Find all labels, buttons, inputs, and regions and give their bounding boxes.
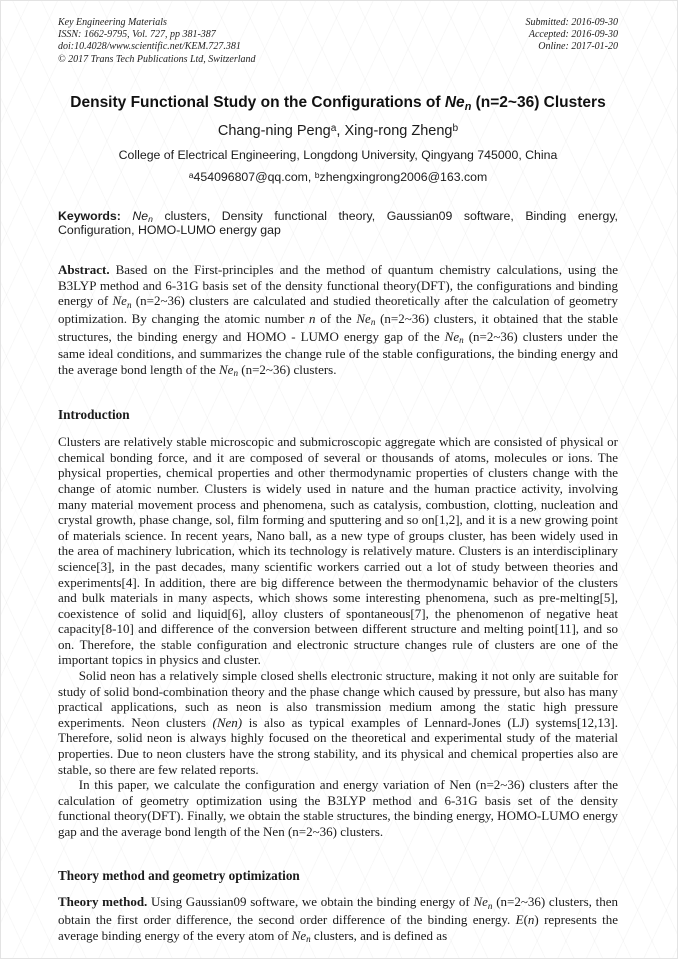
emails-line: $^a$454096807@qq.com, $^b$zhengxingrong2006@163.com bbox=[188, 169, 488, 185]
section-heading-theory: Theory method and geometry optimization bbox=[58, 867, 300, 883]
introduction-paragraph-3: In this paper, we calculate the configuration and energy variation of Nen (n=2~36) clusters after the calculation of geometry optimization using the B3LYP method and 6-31G basis set of the density functional theory(DFT). Finally, we obtain the stable structures, the binding energy, HOMO-LUMO energy gap and the average bond length of the Nen (n=2~36) clusters. bbox=[58, 777, 618, 839]
authors-line: Chang-ning Peng$^a$, Xing-rong Zheng$^b$ bbox=[217, 122, 459, 140]
online-date: Online: 2017-01-20 bbox=[538, 41, 618, 53]
affiliation-line: College of Electrical Engineering, Longdong University, Qingyang 745000, China bbox=[118, 148, 558, 163]
introduction-paragraph-1: Clusters are relatively stable microscopic and submicroscopic aggregate which are consisted of physical or chemical bonding force, and it are composed of several or thousands of atoms, molecules or ions. The physical properties, chemical properties and other thermodynamic properties of clusters change with the change of atomic number. Clusters is widely used in nature and the human practice activity, involving many material movement process and phenomena, such as catalysis, combustion, clotting, nucleation and crystal growth, phase change, sol, film forming and sputtering and so on[1,2], and it is a new growing point of materials science. In recent years, Nano ball, as a new type of groups cluster, has been widely used in the area of machinery lubrication, which its technology is relatively mature. Clusters is an interdisciplinary science[3], in the past decades, many scientific workers carried out a lot of study between theories and experiments[4]. In addition, there are big difference between the thermodynamic behavior of the clusters and bulk materials in many aspects, which shows some interesting phenomena, such as pre-melting[5], coexistence of solid and liquid[6], alloy clusters of spontaneous[7], the phenomenon of negative heat capacity[8-10] and difference of the conversion between different structure and melting point[11], and so on. Therefore, the stable configuration and electronic structure changes rule of clusters are one of the important topics in physics and cluster. bbox=[58, 434, 618, 668]
journal-name: Key Engineering Materials bbox=[58, 17, 167, 28]
accepted-date: Accepted: 2016-09-30 bbox=[528, 29, 618, 41]
section-heading-introduction: Introduction bbox=[58, 407, 130, 423]
keywords-paragraph: Keywords: Nen clusters, Density functional theory, Gaussian09 software, Binding energy, Configuration, HOMO-LUMO energy gap bbox=[58, 208, 618, 238]
copyright-line: © 2017 Trans Tech Publications Ltd, Switzerland bbox=[58, 53, 256, 65]
doi-line: doi:10.4028/www.scientific.net/KEM.727.381 bbox=[58, 41, 241, 53]
paper-title: Density Functional Study on the Configurations of Nen (n=2~36) Clusters bbox=[70, 93, 606, 113]
abstract-paragraph: Abstract. Based on the First-principles and the method of quantum chemistry calculations, using the B3LYP method and 6-31G basis set of the density functional theory(DFT), the configurations and binding energy of Nen (n=2~36) clusters are calculated and studied theoretically after the calculation of geometry optimization. By changing the atomic number n of the Nen (n=2~36) clusters, it obtained that the stable structures, the binding energy and HOMO - LUMO energy gap of the Nen (n=2~36) clusters under the same ideal conditions, and summarizes the change rule of the stable configurations, the binding energy and the average bond length of the Nen (n=2~36) clusters. bbox=[58, 262, 619, 379]
introduction-paragraph-2: Solid neon has a relatively simple closed shells electronic structure, making it not only are suitable for study of solid bond-combination theory and the phase change which caused by pressure, but also has many practical applications, such as neon is also transmission medium among the static high pressure experiments. Neon clusters (Nen) is also as typical examples of Lennard-Jones (LJ) systems[12,13]. Therefore, solid neon is always highly focused on the theoretical and experimental study of the material properties. Due to neon clusters have the strong stability, and its physical and chemical properties also are stable, so there are few related reports. bbox=[58, 668, 618, 777]
journal-info-block bbox=[58, 17, 256, 66]
issn-volume-line: ISSN: 1662-9795, Vol. 727, pp 381-387 bbox=[58, 29, 216, 41]
dates-block bbox=[526, 17, 619, 66]
theory-paragraph-1: Theory method. Using Gaussian09 software, we obtain the binding energy of Nen (n=2~36) clusters, then obtain the first order difference, the second order difference of the binding energy. E(n) represents the average binding energy of the every atom of Nen clusters, and is defined as bbox=[58, 894, 618, 945]
page-header bbox=[58, 17, 618, 66]
submitted-date: Submitted: 2016-09-30 bbox=[525, 17, 618, 28]
